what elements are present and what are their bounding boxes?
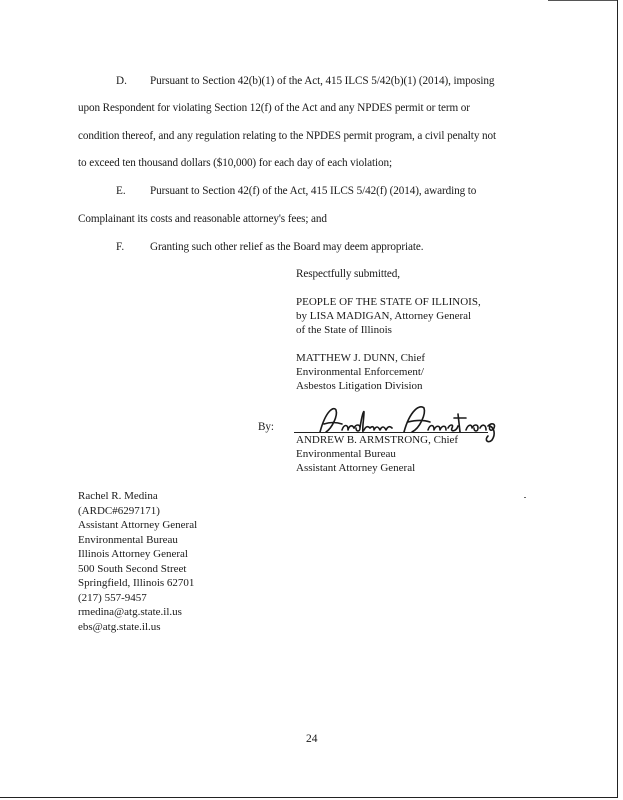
dunn-line: MATTHEW J. DUNN, Chief [296, 352, 426, 364]
page-number: 24 [306, 733, 318, 745]
people-line: of the State of Illinois [296, 324, 392, 336]
people-block [296, 295, 481, 337]
contact-line: (217) 557-9457 [78, 591, 147, 604]
item-text-line: Complainant its costs and reasonable attorney's fees; and [78, 213, 327, 225]
dunn-line: Environmental Enforcement/ [296, 366, 424, 378]
item-text-line: to exceed ten thousand dollars ($10,000) for each day of each violation; [78, 157, 393, 169]
item-text-line: Granting such other relief as the Board may deem appropriate. [150, 241, 424, 253]
scan-artifact [524, 497, 526, 498]
contact-line: Rachel R. Medina [78, 490, 158, 502]
contact-line: Assistant Attorney General [78, 519, 198, 531]
signer-line: Assistant Attorney General [296, 462, 416, 474]
dunn-line: Asbestos Litigation Division [296, 380, 423, 392]
people-line: PEOPLE OF THE STATE OF ILLINOIS, [296, 296, 481, 308]
contact-block [78, 489, 197, 634]
contact-line: Environmental Bureau [78, 533, 178, 546]
item-letter: D. [116, 75, 127, 87]
contact-email: ebs@atg.state.il.us [78, 620, 161, 633]
signer-line: ANDREW B. ARMSTRONG, Chief [296, 434, 459, 446]
page-border-bottom [0, 797, 618, 798]
contact-email: rmedina@atg.state.il.us [78, 606, 182, 618]
item-text-line: upon Respondent for violating Section 12(f) of the Act and any NPDES permit or term or [78, 102, 470, 114]
dunn-block [296, 351, 425, 393]
contact-line: Springfield, Illinois 62701 [78, 577, 195, 589]
contact-line: Illinois Attorney General [78, 548, 188, 560]
scan-corner-mark [548, 0, 618, 1]
people-line: by LISA MADIGAN, Attorney General [296, 310, 472, 322]
signer-line: Environmental Bureau [296, 448, 396, 460]
item-letter: E. [116, 185, 126, 197]
item-text-line: Pursuant to Section 42(f) of the Act, 415 ILCS 5/42(f) (2014), awarding to [150, 185, 477, 197]
contact-line: 500 South Second Street [78, 562, 187, 575]
item-text-line: condition thereof, and any regulation relating to the NPDES permit program, a civil penalty not [78, 130, 497, 142]
contact-line: (ARDC#6297171) [78, 504, 160, 517]
by-label: By: [258, 421, 274, 433]
page-border-right [617, 0, 618, 798]
closing-text: Respectfully submitted, [296, 268, 400, 280]
item-text-line: Pursuant to Section 42(b)(1) of the Act, 415 ILCS 5/42(b)(1) (2014), imposing [150, 75, 495, 87]
signer-block [296, 433, 458, 475]
item-letter: F. [116, 241, 125, 253]
